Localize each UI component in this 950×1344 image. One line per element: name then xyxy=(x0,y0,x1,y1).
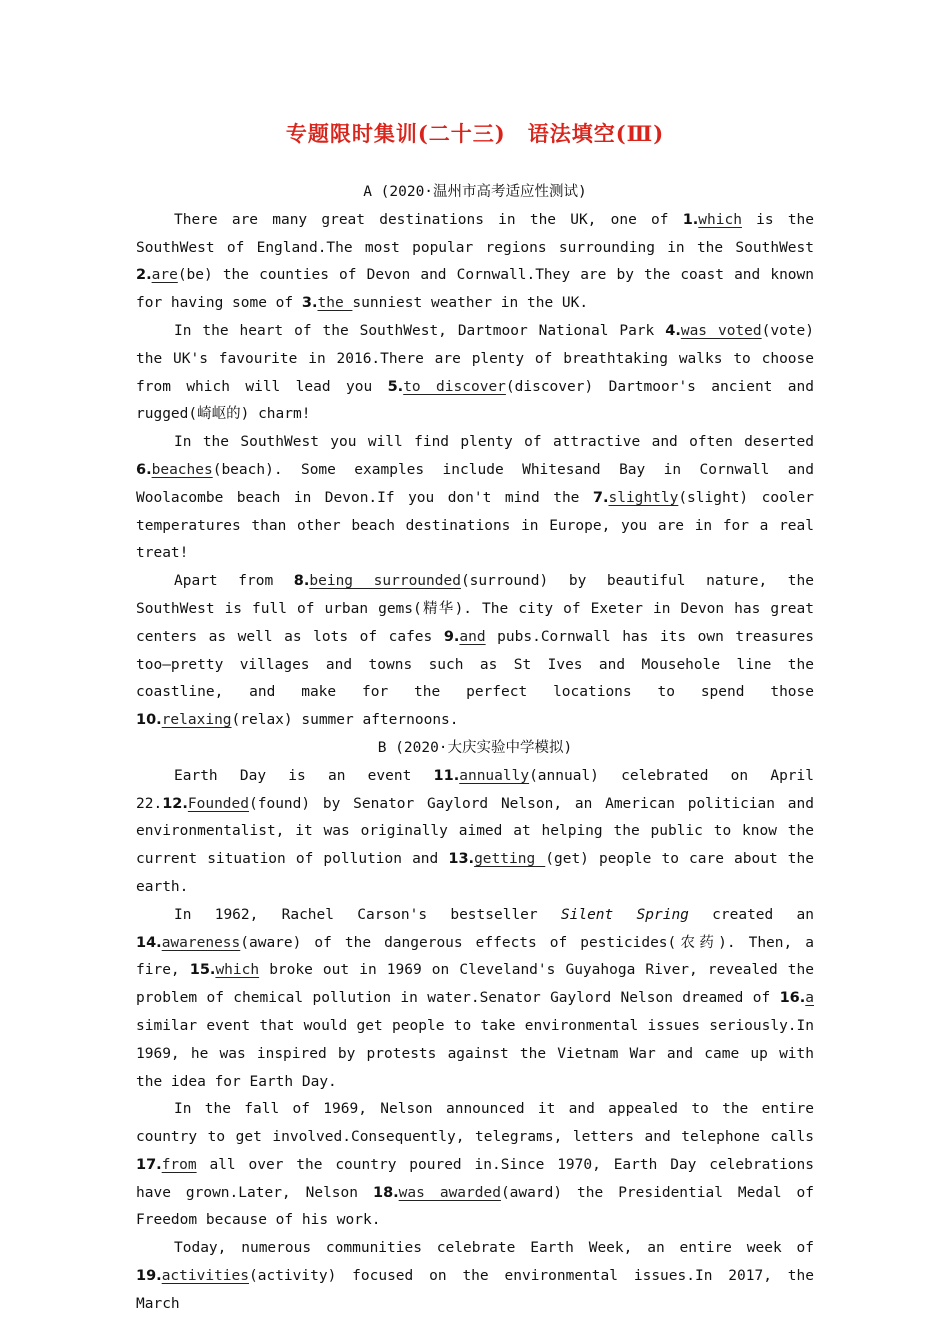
blank-number: 3. xyxy=(301,295,318,312)
blank-answer: relaxing xyxy=(161,712,232,729)
blank-number: 19. xyxy=(136,1268,162,1285)
paragraph: Apart from 8.being surrounded(surround) by beautiful nature, the SouthWest is full of urban gems(精华). The city of Exeter in Devon has great centers as well as lots of cafes 9.and pubs.Cornwall has its own treasures too—pretty villages and towns such as St Ives and Mousehole line the coastline, and make for the perfect locations to spend those 10.relaxing(relax) summer afternoons. xyxy=(136,573,814,729)
paragraph: In the fall of 1969, Nelson announced it and appealed to the entire country to get involved.Consequently, telegrams, letters and telephone calls 17.from all over the country poured in.Since 1970, Earth Day celebrations have grown.Later, Nelson 18.was awarded(award) the Presidential Medal of Freedom because of his work. xyxy=(136,1101,815,1229)
blank-answer: beaches xyxy=(151,461,213,478)
blank-number: 18. xyxy=(372,1184,399,1201)
blank-answer: and xyxy=(459,628,486,645)
paragraph: In 1962, Rachel Carson's bestseller Silent Spring created an 14.awareness(aware) of the dangerous effects of pesticides(农药). Then, a fire, 15.which broke out in 1969 on Cleveland's Guyahoga River, revealed the problem of chemical pollution in water.Senator Gaylord Nelson dreamed of 16.a similar event that would get people to take environmental issues seriously.In 1969, he was inspired by protests against the Vietnam War and came up with the idea for Earth Day. xyxy=(136,906,814,1090)
section-heading: B (2020·大庆实验中学模拟) xyxy=(377,739,573,756)
paragraph: Earth Day is an event 11.annually(annual) celebrated on April 22.12.Founded(found) by Senator Gaylord Nelson, an American politician and environmentalist, it was originally aimed at helping the public to know the current situation of pollution and 13.getting (get) people to care about the earth. xyxy=(136,767,814,895)
blank-answer: from xyxy=(161,1156,197,1173)
blank-number: 16. xyxy=(779,990,806,1007)
blank-number: 1. xyxy=(682,211,699,228)
blank-answer: was awarded xyxy=(398,1184,501,1201)
blank-answer: was voted xyxy=(680,322,762,339)
blank-number: 7. xyxy=(592,489,609,506)
blank-number: 4. xyxy=(665,322,681,339)
blank-answer: are xyxy=(151,267,178,284)
paragraph: In the SouthWest you will find plenty of attractive and often deserted 6.beaches(beach). Some examples include Whitesand Bay in Cornwall and Woolacombe beach in Devon.If you don't mind the 7.slightly(slight) cooler temperatures than other beach destinations in Europe, you are in for a real treat! xyxy=(136,434,815,562)
blank-answer: annually xyxy=(459,767,530,784)
blank-number: 14. xyxy=(136,934,162,951)
blank-answer: slightly xyxy=(608,489,679,506)
paragraph: Today, numerous communities celebrate Earth Week, an entire week of 19.activities(activity) focused on the environmental issues.In 2017, the March xyxy=(136,1240,814,1312)
blank-number: 12. xyxy=(162,795,188,812)
blank-number: 5. xyxy=(387,378,404,395)
blank-number: 9. xyxy=(443,628,460,645)
blank-answer: the xyxy=(317,295,353,312)
blank-number: 2. xyxy=(136,267,152,284)
blank-answer: awareness xyxy=(161,934,241,951)
blank-answer: which xyxy=(215,962,260,979)
blank-answer: which xyxy=(698,211,742,228)
blank-answer: a xyxy=(805,990,814,1007)
book-title: Silent Spring xyxy=(560,906,689,923)
section-heading: A (2020·温州市高考适应性测试) xyxy=(363,184,587,200)
blank-answer: Founded xyxy=(187,795,249,812)
blank-answer: to discover xyxy=(403,378,506,395)
blank-number: 15. xyxy=(189,962,216,979)
blank-number: 8. xyxy=(293,573,310,590)
blank-answer: getting xyxy=(474,851,546,868)
blank-number: 10. xyxy=(136,712,162,729)
document-body xyxy=(136,179,814,1319)
blank-number: 6. xyxy=(136,461,152,478)
page-title: 专题限时集训(二十三) 语法填空(Ⅲ) xyxy=(285,121,665,146)
blank-answer: activities xyxy=(161,1268,249,1285)
paragraph: There are many great destinations in the UK, one of 1.which is the SouthWest of England.The most popular regions surrounding in the SouthWest 2.are(be) the counties of Devon and Cornwall.They are by the coast and known for having some of 3.the sunniest weather in the UK. xyxy=(136,211,815,312)
paragraph: In the heart of the SouthWest, Dartmoor National Park 4.was voted(vote) the UK's favourite in 2016.There are plenty of breathtaking walks to choose from which will lead you 5.to discover(discover) Dartmoor's ancient and rugged(崎岖的) charm! xyxy=(136,322,815,423)
blank-number: 13. xyxy=(448,851,475,868)
blank-number: 17. xyxy=(136,1156,162,1173)
blank-number: 11. xyxy=(433,767,460,784)
blank-answer: being surrounded xyxy=(309,573,461,590)
